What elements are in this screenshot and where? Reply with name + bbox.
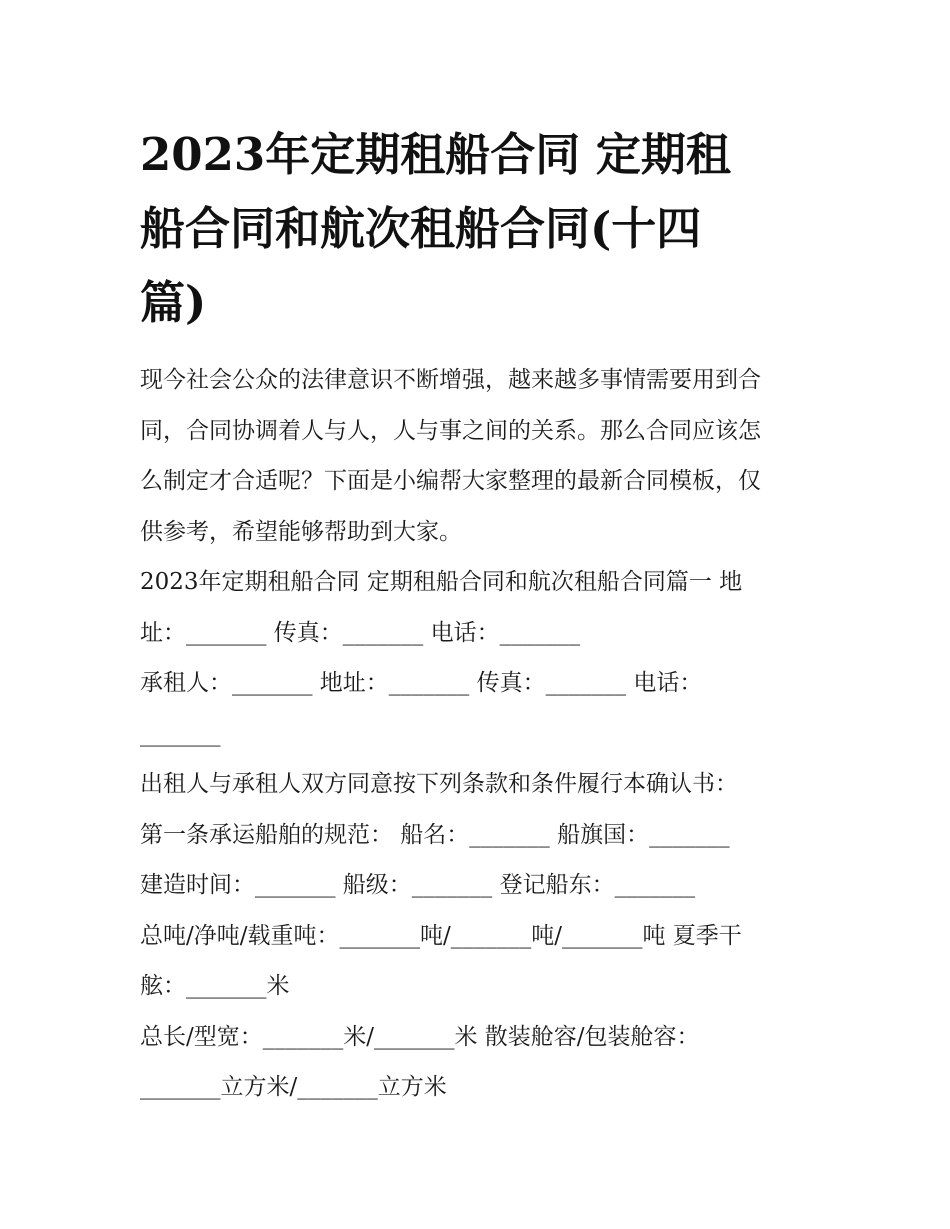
title-line-1: 2023年定期租船合同 定期租 (140, 128, 731, 181)
document-title (140, 118, 820, 340)
charterer-phone-blank: _______ (140, 720, 221, 747)
intro-line-3: 么制定才合适呢？下面是小编帮大家整理的最新合同模板，仅 (140, 468, 761, 494)
title-line-2: 船合同和航次租船合同(十四 (140, 202, 702, 255)
section-heading-line: 2023年定期租船合同 定期租船合同和航次租船合同篇一 地 (140, 569, 743, 595)
build-class-line: 建造时间：_______ 船级：_______ 登记船东：_______ (140, 872, 696, 898)
freeboard-line: 舷：_______米 (140, 973, 290, 999)
dimensions-line: 总长/型宽：_______米/_______米 散装舱容/包装舱容： (140, 1023, 700, 1050)
clause-one-vessel-line: 第一条承运船舶的规范： 船名：_______ 船旗国：_______ (140, 821, 730, 848)
intro-line-1: 现今社会公众的法律意识不断增强，越来越多事情需要用到合 (140, 367, 761, 393)
tonnage-line: 总吨/净吨/载重吨：_______吨/_______吨/_______吨 夏季干 (140, 922, 742, 949)
agreement-line: 出租人与承租人双方同意按下列条款和条件履行本确认书： (140, 771, 738, 797)
owner-contact-line: 址：_______ 传真：_______ 电话：_______ (140, 619, 581, 646)
intro-line-4: 供参考，希望能够帮助到大家。 (140, 518, 462, 545)
title-line-3: 篇) (140, 276, 207, 329)
document-body (140, 355, 820, 1113)
intro-line-2: 同，合同协调着人与人，人与事之间的关系。那么合同应该怎 (140, 417, 761, 444)
charterer-contact-line: 承租人：_______ 地址：_______ 传真：_______ 电话： (140, 670, 703, 696)
capacity-line: _______立方米/_______立方米 (140, 1074, 447, 1100)
